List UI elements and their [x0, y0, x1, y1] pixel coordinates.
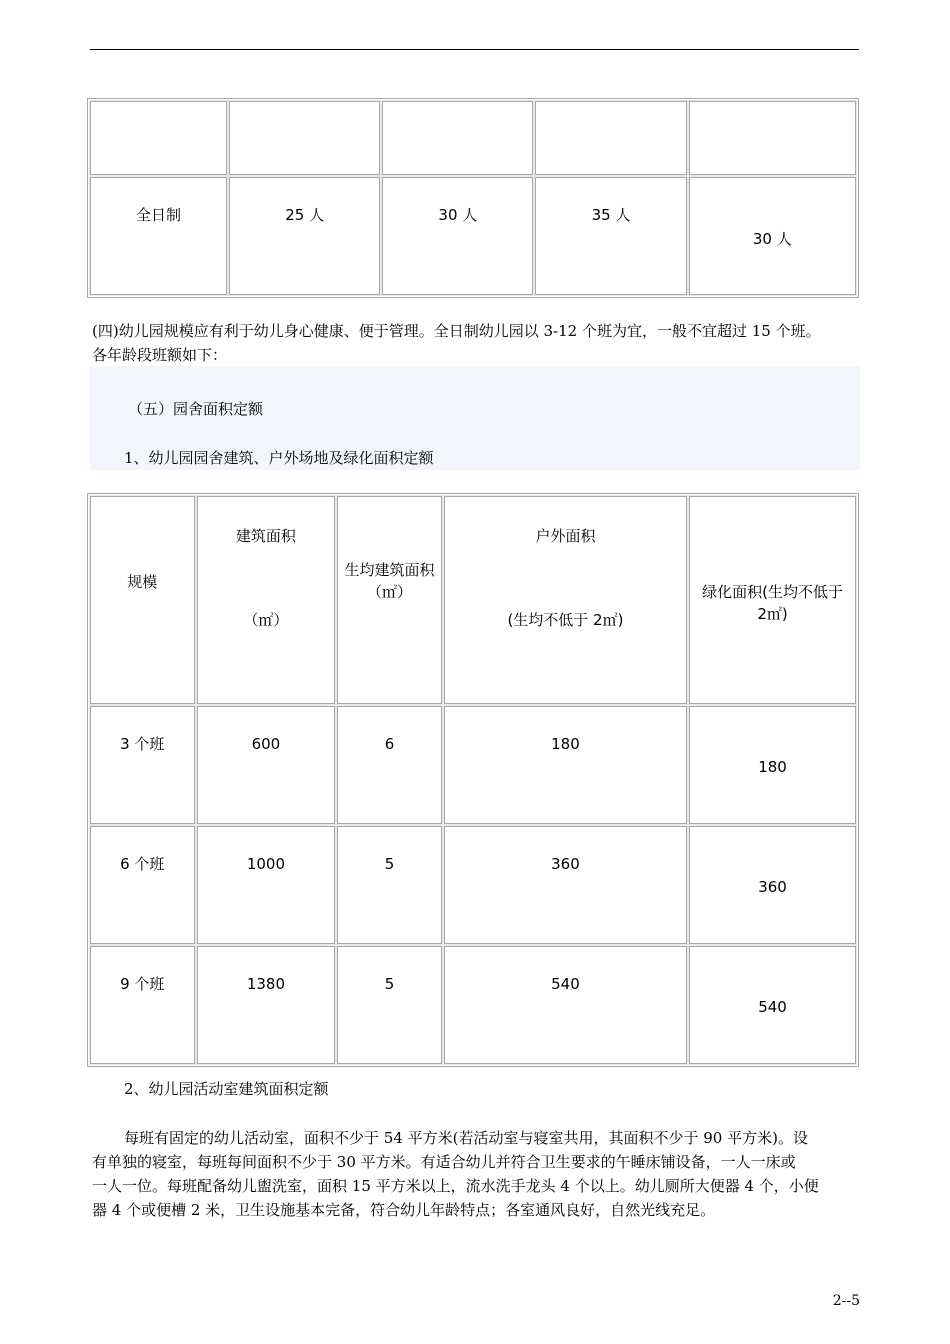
- row-building: 600: [251, 735, 281, 753]
- table-row: [90, 101, 856, 175]
- table-cell: [535, 101, 686, 175]
- table-cell: [337, 946, 442, 1064]
- paragraph-line: 器 4 个或便槽 2 米，卫生设施基本完备，符合幼儿年龄特点；各室通风良好，自然光线充足。: [92, 1201, 716, 1219]
- subsection-title: 1、幼儿园园舍建筑、户外场地及绿化面积定额: [124, 449, 434, 467]
- table-cell: [90, 101, 227, 175]
- header-cell: [197, 496, 336, 704]
- area-quota-table: [87, 493, 859, 1067]
- paragraph-line: 每班有固定的幼儿活动室，面积不少于 54 平方米(若活动室与寝室共用，其面积不少于 90 平方米)。设: [124, 1129, 808, 1147]
- header-scale: 规模: [127, 573, 158, 591]
- row-scale: 6 个班: [120, 855, 165, 873]
- header-green: 绿化面积(生均不低于: [702, 583, 843, 601]
- section-title: （五）园舍面积定额: [128, 400, 264, 418]
- table-cell: [382, 101, 533, 175]
- cell-value: 30 人: [438, 206, 478, 224]
- header-building-unit: （㎡）: [243, 611, 289, 629]
- header-cell: [90, 496, 195, 704]
- table-cell: [337, 826, 442, 944]
- row-per-student: 5: [384, 975, 395, 993]
- table-cell: [535, 177, 686, 295]
- table-cell: [197, 826, 336, 944]
- cell-value: 30 人: [752, 230, 792, 248]
- table-cell: [689, 177, 856, 295]
- table-cell: [689, 826, 856, 944]
- page-number: 2--5: [832, 1293, 860, 1309]
- table-header-row: [90, 496, 856, 704]
- row-per-student: 6: [384, 735, 395, 753]
- table-row: [90, 706, 856, 824]
- table-cell: [382, 177, 533, 295]
- table-cell: [90, 826, 195, 944]
- table-cell: [197, 946, 336, 1064]
- paragraph-4: [92, 319, 870, 367]
- table-cell: [337, 706, 442, 824]
- cell-value: 35 人: [591, 206, 631, 224]
- row-green: 360: [758, 878, 787, 896]
- row-scale: 9 个班: [120, 975, 165, 993]
- row-building: 1000: [246, 855, 285, 873]
- subsection-title: 2、幼儿园活动室建筑面积定额: [124, 1080, 329, 1098]
- table-cell: [444, 946, 687, 1064]
- paragraph-line: (四)幼儿园规模应有利于幼儿身心健康、便于管理。全日制幼儿园以 3-12 个班为宜，一般不宜超过 15 个班。: [92, 322, 821, 340]
- table-row: [90, 946, 856, 1064]
- header-cell: [689, 496, 856, 704]
- row-label: 全日制: [136, 206, 182, 224]
- table-cell: [197, 706, 336, 824]
- class-size-table: [87, 98, 859, 298]
- row-per-student: 5: [384, 855, 395, 873]
- table-cell: [444, 826, 687, 944]
- header-outdoor: 户外面积: [535, 527, 596, 545]
- header-green-2: 2㎡): [757, 605, 788, 623]
- table-cell: [444, 706, 687, 824]
- row-green: 180: [758, 758, 787, 776]
- table-cell: [689, 706, 856, 824]
- paragraph-line: 各年龄段班额如下：: [92, 346, 228, 364]
- row-scale: 3 个班: [120, 735, 165, 753]
- table-row: [90, 177, 856, 295]
- table-cell: [90, 706, 195, 824]
- row-building: 1380: [246, 975, 285, 993]
- row-outdoor: 180: [551, 735, 580, 753]
- row-green: 540: [758, 998, 787, 1016]
- header-building-area: 建筑面积: [235, 527, 296, 545]
- header-outdoor-note: (生均不低于 2㎡): [507, 611, 624, 629]
- header-per-student: 生均建筑面积: [344, 561, 435, 579]
- row-outdoor: 360: [551, 855, 580, 873]
- table-cell: [90, 177, 227, 295]
- cell-value: 25 人: [285, 206, 325, 224]
- table-cell: [229, 177, 380, 295]
- header-per-student-unit: （㎡）: [367, 583, 413, 601]
- paragraph-line: 有单独的寝室，每班每间面积不少于 30 平方米。有适合幼儿并符合卫生要求的午睡床铺设备，一人一床或: [92, 1153, 796, 1171]
- paragraph-line: 一人一位。每班配备幼儿盥洗室，面积 15 平方米以上，流水洗手龙头 4 个以上。幼儿厕所大便器 4 个，小便: [92, 1177, 819, 1195]
- table-cell: [90, 946, 195, 1064]
- row-outdoor: 540: [551, 975, 580, 993]
- header-cell: [444, 496, 687, 704]
- header-rule: [90, 49, 859, 50]
- body-paragraph: [92, 1126, 882, 1222]
- table-cell: [689, 946, 856, 1064]
- table-cell: [689, 101, 856, 175]
- table-row: [90, 826, 856, 944]
- header-cell: [337, 496, 442, 704]
- table-cell: [229, 101, 380, 175]
